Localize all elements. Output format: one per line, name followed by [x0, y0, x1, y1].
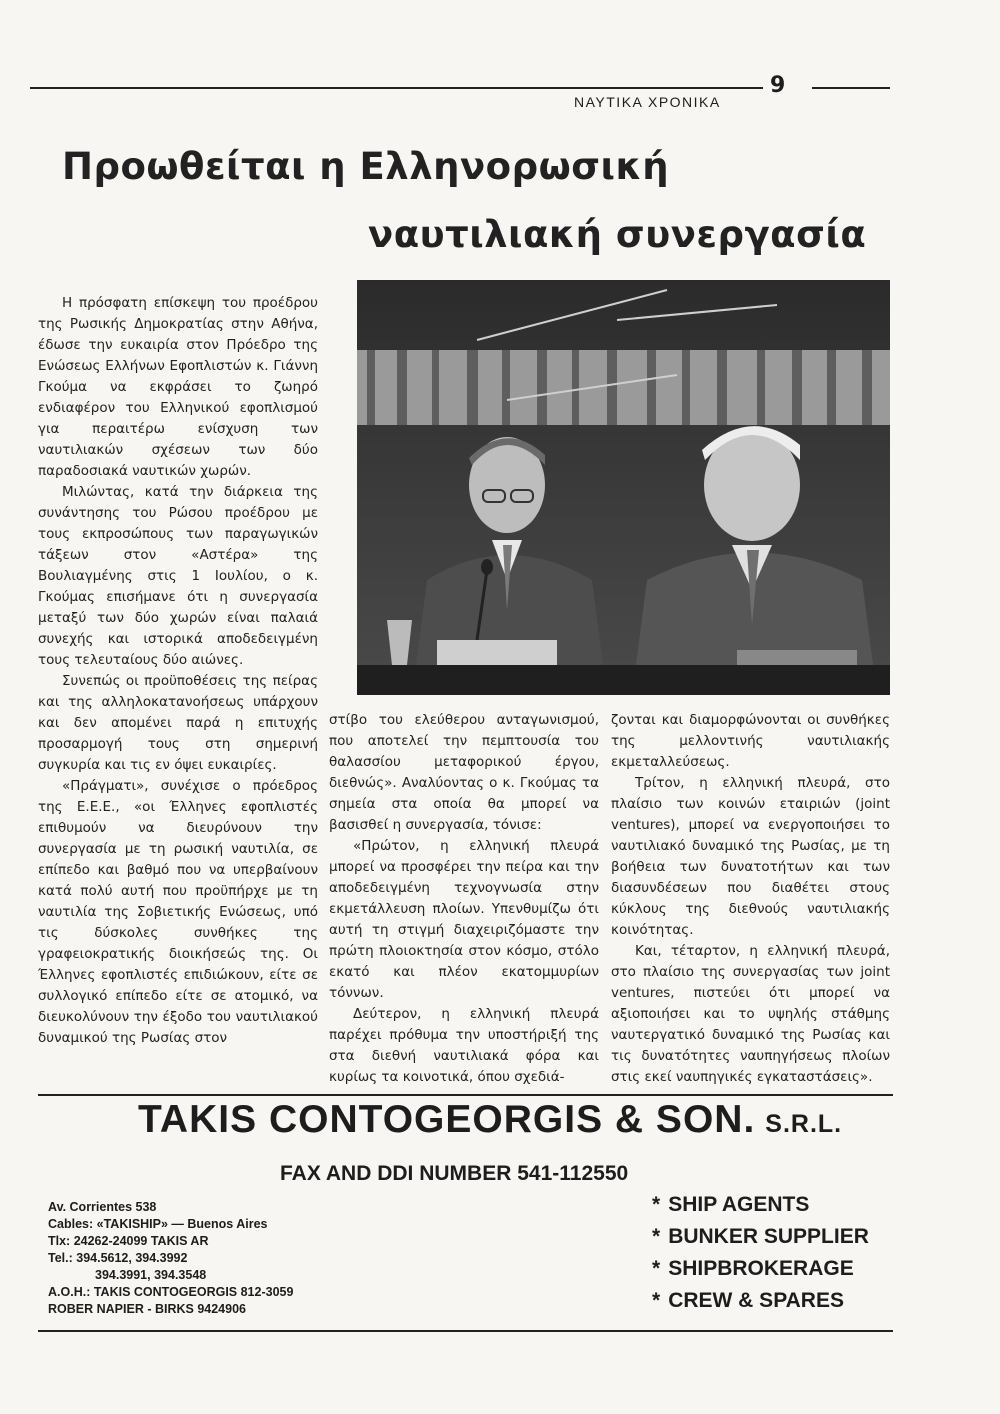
paragraph: Τρίτον, η ελληνική πλευρά, στο πλαίσιο των κοινών εταιριών (joint ventures), μπορεί να ενεργοποιήσει το ναυτιλιακό δυναμικό της Ρωσίας, με τη βοήθεια των δυνατοτήτων και των διασυνδέσεων που διαθέτει στους κύκλους της διεθνούς ναυτιλιακής κοινότητας.	[611, 775, 890, 938]
article-title-line-2: ναυτιλιακή συνεργασία	[368, 213, 867, 256]
microphone	[481, 559, 493, 575]
photo-illustration	[357, 280, 890, 695]
company-suffix: S.R.L.	[765, 1110, 843, 1138]
article-title-line-1: Προωθείται η Ελληνορωσική	[62, 145, 670, 188]
paragraph: «Πρώτον, η ελληνική πλευρά μπορεί να προσφέρει την πείρα και την αποδεδειγμένη τεχνογνωσία στην εκμετάλλευση πλοίων. Υπενθυμίζω ότι αυτή τη στιγμή διαχειριζόμαστε την πρώτη πλοιοκτησία στον κόσμο, στόλο εκατό και πλέον εκατομμυρίων τόννων.	[329, 838, 599, 1001]
paragraph: «Πράγματι», συνέχισε ο πρόεδρος της Ε.Ε.Ε., «οι Έλληνες εφοπλιστές επιθυμούν να διευρύνουν την συνεργασία με τη ρωσική ναυτιλία, σε επίπεδο και βαθμό που να υπερβαίνουν κατά πολύ αυτή που προϋπήρχε με τη ναυτιλία της Σοβιετικής Ενώσεως, υπό τις δύσκολες συνθήκες της γραφειοκρατικής διοικήσεώς της. Οι Έλληνες εφοπλιστές επιδιώκουν, είτε σε συλλογικό επίπεδο είτε σε ατομικό, να διευκολύνουν την έξοδο του ναυτιλιακού δυναμικού της Ρωσίας στον	[38, 778, 318, 1046]
paragraph: Μιλώντας, κατά την διάρκεια της συνάντησης του Ρώσου προέδρου με τους εκπροσώπους των παραγωγικών τάξεων στον «Αστέρα» της Βουλιαγμένης στις 1 Ιουλίου, ο κ. Γκούμας επισήμανε ότι η συνεργασία μεταξύ των δύο χωρών είναι παλαιά συνεχής και ιστορικά αποδεδειγμένη τους τελευταίους δύο αιώνες.	[38, 484, 318, 668]
papers	[437, 640, 557, 665]
service-item: * SHIPBROKERAGE	[652, 1257, 854, 1280]
bullet-star: *	[652, 1193, 661, 1216]
contact-line: A.O.H.: TAKIS CONTOGEORGIS 812-3059	[48, 1285, 294, 1299]
paragraph: Συνεπώς οι προϋποθέσεις της πείρας και της αλληλοκατανοήσεως υπάρχουν και δεν απομένει παρά η επιτυχής προσαρμογή τους στη σημερινή συγκυρία και τις εν όψει ευκαιρίες.	[38, 673, 318, 773]
bullet-star: *	[652, 1225, 661, 1248]
service-item: * CREW & SPARES	[652, 1289, 844, 1312]
paragraph: ζονται και διαμορφώνονται οι συνθήκες της μελλοντινής ναυτιλιακής εκμεταλλεύσεως.	[611, 712, 890, 770]
table-edge	[357, 665, 890, 695]
news-photo	[357, 280, 890, 695]
paragraph: στίβο του ελεύθερου ανταγωνισμού, που αποτελεί την πεμπτουσία του θαλασσίου μεταφορικού έργου, διεθνώς». Αναλύοντας ο κ. Γκούμας τα σημεία στα οποία θα μπορεί να βασισθεί η συνεργασία, τόνισε:	[329, 712, 599, 833]
contact-line: Cables: «TAKISHIP» — Buenos Aires	[48, 1217, 268, 1231]
running-head: ΝΑΥΤΙΚΑ ΧΡΟΝΙΚΑ	[574, 94, 721, 110]
paragraph: Και, τέταρτον, η ελληνική πλευρά, στο πλαίσιο της συνεργασίας των joint ventures, πιστεύει ότι μπορεί να αξιοποιήσει και το υψηλής στάθμης ναυτεργατικό δυναμικό της Ρωσίας και τις δυνατότητες ναυπηγήσεως πλοίων στις εκεί ναυπηγικές εγκαταστάσεις».	[611, 943, 890, 1085]
contact-line: Av. Corrientes 538	[48, 1200, 157, 1214]
contact-line: 394.3991, 394.3548	[95, 1268, 207, 1282]
paragraph: Δεύτερον, η ελληνική πλευρά παρέχει πρόθυμα την υποστήριξή της στα διεθνή ναυτιλιακά φόρα και κυρίως τα κοινοτικά, όπου σχεδιά-	[329, 1006, 599, 1085]
ad-top-rule	[38, 1094, 893, 1096]
tabletop-items	[737, 650, 857, 665]
ad-fax-line: FAX AND DDI NUMBER 541-112550	[280, 1162, 629, 1185]
article-column-2	[329, 710, 599, 1090]
bullet-star: *	[652, 1289, 661, 1312]
header-rule-right	[812, 87, 890, 89]
company-name: TAKIS CONTOGEORGIS & SON.	[138, 1098, 756, 1141]
contact-line: Tlx: 24262-24099 TAKIS AR	[48, 1234, 209, 1248]
service-item: * BUNKER SUPPLIER	[652, 1225, 869, 1248]
contact-line: Tel.: 394.5612, 394.3992	[48, 1251, 188, 1265]
page-number: 9	[770, 73, 786, 98]
ad-contacts	[48, 1199, 293, 1318]
ad-services	[652, 1189, 869, 1317]
service-item: * SHIP AGENTS	[652, 1193, 810, 1216]
bullet-star: *	[652, 1257, 661, 1280]
paragraph: Η πρόσφατη επίσκεψη του προέδρου της Ρωσικής Δημοκρατίας στην Αθήνα, έδωσε την ευκαιρία στον Πρόεδρο της Ενώσεως Ελλήνων Εφοπλιστών κ. Γιάννη Γκούμα να εκφράσει το ζωηρό ενδιαφέρον του Ελληνικού εφοπλισμού για περαιτέρω ενίσχυση των ναυτιλιακών σχέσεων των δύο παραδοσιακά ναυτικών χωρών.	[38, 295, 318, 479]
article-column-1	[38, 293, 318, 1090]
article-column-3	[611, 710, 890, 1090]
ad-bottom-rule	[38, 1330, 893, 1332]
ad-company-name	[138, 1098, 842, 1142]
header-rule-left	[30, 87, 763, 89]
contact-line: ROBER NAPIER - BIRKS 9424906	[48, 1302, 246, 1316]
